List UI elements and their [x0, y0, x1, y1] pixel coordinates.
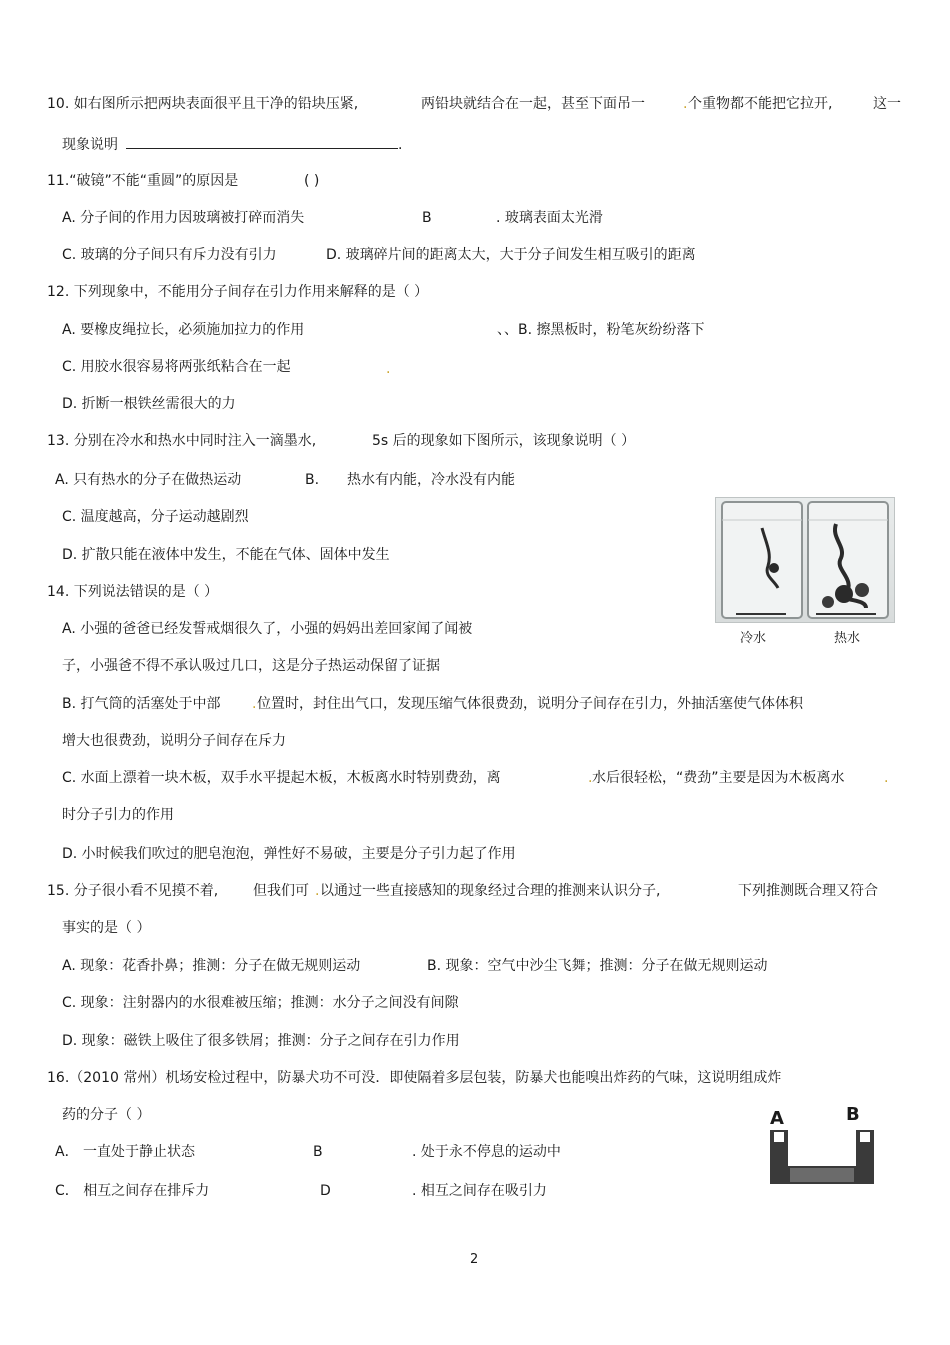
q15-option-b: B. 现象：空气中沙尘飞舞；推测：分子在做无规则运动: [427, 958, 768, 974]
q14-option-c-line2: 时分子引力的作用: [62, 807, 174, 823]
q13-option-b-letter: B.: [305, 472, 320, 488]
q14-stem: 14. 下列说法错误的是（ ）: [47, 584, 219, 600]
q10-line2-label: 现象说明: [62, 137, 118, 153]
q13-option-c: C. 温度越高，分子运动越剧烈: [62, 509, 249, 525]
q15-option-d: D. 现象：磁铁上吸住了很多铁屑；推测：分子之间存在引力作用: [62, 1033, 460, 1049]
q10-line1-a: 10. 如右图所示把两块表面很平且干净的铅块压紧,: [47, 96, 359, 112]
cold-ink-blob: [769, 563, 779, 573]
hot-ink-blob-3: [822, 596, 834, 608]
q11-stem: 11.“破镜”不能“重圆”的原因是: [47, 173, 239, 189]
q12-option-d: D. 折断一根铁丝需很大的力: [62, 396, 236, 412]
q16-option-a: A． 一直处于静止状态: [55, 1144, 196, 1160]
q11-option-a: A. 分子间的作用力因玻璃被打碎而消失: [62, 210, 305, 226]
q13-stem-b: 5s 后的现象如下图所示，该现象说明（ ）: [372, 433, 636, 449]
q11-option-b-letter: B: [422, 210, 432, 226]
beaker-illustration: [716, 498, 894, 622]
q12-option-b: 、、B. 擦黑板时，粉笔灰纷纷落下: [497, 322, 705, 338]
q15-option-c: C. 现象：注射器内的水很难被压缩；推测：水分子之间没有间隙: [62, 995, 459, 1011]
cold-beaker-shape: [722, 502, 802, 618]
ink-diffusion-figure: [715, 497, 895, 623]
q15-stem-line2: 事实的是（ ）: [62, 920, 151, 936]
q13-option-a: A. 只有热水的分子在做热运动: [55, 472, 242, 488]
label-hot-water: 热水: [834, 631, 861, 646]
q14-dot-3: .: [884, 770, 889, 786]
q16-option-d-text: . 相互之间存在吸引力: [412, 1183, 547, 1199]
u-tube-figure: [766, 1104, 878, 1188]
hot-ink-blob: [835, 585, 853, 603]
label-cold-water: 冷水: [740, 631, 767, 646]
q10-dot: .: [683, 96, 688, 112]
hot-ink-blob-2: [855, 583, 869, 597]
q14-option-d: D. 小时候我们吹过的肥皂泡泡，弹性好不易破，主要是分子引力起了作用: [62, 846, 516, 862]
q11-option-d: D. 玻璃碎片间的距离太大，大于分子间发生相互吸引的距离: [326, 247, 696, 263]
q15-stem-b: 但我们可: [253, 883, 309, 899]
q10-line1-b: 两铅块就结合在一起，甚至下面吊一: [421, 96, 645, 112]
q10-line2: [62, 134, 402, 154]
q14-option-b-line2: 增大也很费劲，说明分子间存在斥力: [62, 733, 286, 749]
q16-option-d-letter: D: [320, 1183, 331, 1199]
q10-line2-end: .: [398, 137, 403, 153]
piston-b: [860, 1132, 870, 1142]
q15-dot: .: [315, 883, 320, 899]
q16-option-b-letter: B: [313, 1144, 323, 1160]
q12-option-a: A. 要橡皮绳拉长，必须施加拉力的作用: [62, 322, 305, 338]
q14-option-b-line1-b: 位置时，封住出气口，发现压缩气体很费劲，说明分子间存在引力，外抽活塞使气体体积: [257, 696, 803, 712]
q11-option-b-text: . 玻璃表面太光滑: [496, 210, 603, 226]
q16-stem-line2: 药的分子（ ）: [62, 1107, 151, 1123]
q10-answer-blank[interactable]: [126, 134, 398, 149]
u-tube-liquid: [790, 1168, 854, 1182]
q14-dot-2: .: [588, 770, 593, 786]
q15-option-a: A. 现象：花香扑鼻；推测：分子在做无规则运动: [62, 958, 361, 974]
q13-stem-a: 13. 分别在冷水和热水中同时注入一滴墨水,: [47, 433, 317, 449]
q14-option-c-line1-b: 水后很轻松，“费劲”主要是因为木板离水: [592, 770, 845, 786]
q15-stem-d: 下列推测既合理又符合: [738, 883, 878, 899]
q13-option-d: D. 扩散只能在液体中发生，不能在气体、固体中发生: [62, 547, 390, 563]
q14-option-a-line1: A. 小强的爸爸已经发誓戒烟很久了，小强的妈妈出差回家闻了闻被: [62, 621, 473, 637]
q14-dot-1: .: [252, 696, 257, 712]
q12-dot: .: [386, 361, 391, 377]
q10-line1-c: 个重物都不能把它拉开,: [688, 96, 833, 112]
q11-paren: ( ): [304, 173, 320, 189]
q14-option-c-line1-a: C. 水面上漂着一块木板，双手水平提起木板，木板离水时特别费劲，离: [62, 770, 501, 786]
q12-option-c: C. 用胶水很容易将两张纸粘合在一起: [62, 359, 291, 375]
q14-option-a-line2: 子，小强爸不得不承认吸过几口，这是分子热运动保留了证据: [62, 658, 440, 674]
page-number: 2: [470, 1252, 479, 1267]
q10-line1-d: 这一: [873, 96, 901, 112]
q15-stem-c: 以通过一些直接感知的现象经过合理的推测来认识分子,: [320, 883, 661, 899]
q16-option-b-text: . 处于永不停息的运动中: [412, 1144, 561, 1160]
q14-option-b-line1-a: B. 打气筒的活塞处于中部: [62, 696, 221, 712]
q16-option-c: C． 相互之间存在排斥力: [55, 1183, 210, 1199]
q15-stem-a: 15. 分子很小看不见摸不着,: [47, 883, 219, 899]
piston-a: [774, 1132, 784, 1142]
q16-stem-line1: 16.（2010 常州）机场安检过程中，防暴犬功不可没．即使隔着多层包装，防暴犬也能嗅出炸药的气味，这说明组成炸: [47, 1070, 782, 1086]
q12-stem: 12. 下列现象中，不能用分子间存在引力作用来解释的是（ ）: [47, 284, 429, 300]
q13-option-b-text: 热水有内能，冷水没有内能: [347, 472, 515, 488]
q11-option-c: C. 玻璃的分子间只有斥力没有引力: [62, 247, 277, 263]
fig-label-a: A: [770, 1108, 784, 1129]
fig-label-b: B: [846, 1104, 860, 1125]
